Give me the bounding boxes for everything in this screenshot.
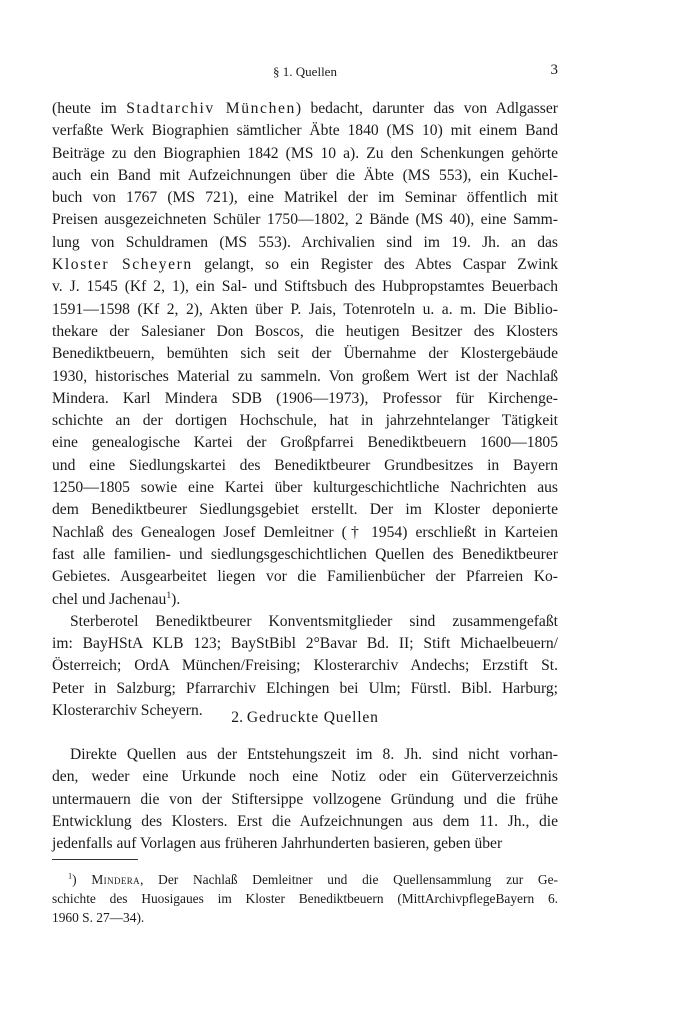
text-run: v. J. 1545 (Kf 2, 1), ein Sal- und Stiftsbuch des Hubpropstamtes Beuerbach: [52, 278, 558, 296]
text-run: , Der Nachlaß Demleitner und die Quellensammlung zur Ge-: [140, 872, 559, 887]
footnote-divider: [52, 859, 138, 860]
text-run: eine genealogische Kartei der Großpfarrei Benediktbeuern 1600—1805: [52, 434, 558, 452]
text-line: [52, 366, 558, 388]
text-run: chel und Jachenau: [52, 590, 167, 608]
paragraph-archival-holdings: [52, 98, 558, 611]
text-line: [52, 811, 558, 833]
text-line: [52, 410, 558, 432]
text-line: [52, 522, 558, 544]
text-line: [52, 678, 558, 700]
text-run: Sterberotel Benediktbeurer Konventsmitglieder sind zusammengefaßt: [70, 612, 558, 630]
text-run: 1930, historisches Material zu sammeln. Von großem Wert ist der Nachlaß: [52, 367, 558, 385]
text-run: (heute im: [52, 100, 127, 117]
text-run: dem Benediktbeurer Siedlungsgebiet erstellt. Der im Kloster deponierte: [52, 501, 558, 519]
text-run: jedenfalls auf Vorlagen aus früheren Jahrhunderten basieren, geben über: [52, 835, 503, 853]
footnote-marker: 1: [68, 871, 73, 881]
text-line: [52, 589, 558, 611]
text-line: [52, 744, 558, 766]
text-run: Klosterarchiv Scheyern.: [52, 702, 203, 720]
section-heading: [52, 707, 558, 729]
text-run: Österreich; OrdA München/Freising; Klosterarchiv Andechs; Erzstift St.: [52, 657, 558, 675]
text-run: den, weder eine Urkunde noch eine Notiz oder ein Güterverzeichnis: [52, 768, 558, 786]
text-line: [52, 165, 558, 187]
text-run: fast alle familien- und siedlungsgeschichtlichen Quellen des Benediktbeurer: [52, 545, 558, 563]
text-line: [52, 789, 558, 811]
author-name: Mindera: [91, 872, 141, 887]
text-line: [52, 187, 558, 209]
text-line: [52, 388, 558, 410]
text-run: Benediktbeuern, bemühten sich seit der Übernahme der Klostergebäude: [52, 345, 558, 363]
text-run: Nachlaß des Genealogen Josef Demleitner († 1954) erschließt in Karteien: [52, 523, 558, 541]
text-line: [52, 299, 558, 321]
text-line: [52, 499, 558, 521]
body-text: [52, 98, 558, 722]
text-run: 1591—1598 (Kf 2, 2), Akten über P. Jais, Totenroteln u. a. m. Die Biblio-: [52, 300, 558, 318]
text-run: ) bedacht, darunter das von Adlgasser: [295, 100, 558, 117]
text-run: 1250—1805 sowie eine Kartei über kulturgeschichtliche Nachrichten aus: [52, 479, 558, 497]
text-run: Stadtarchiv München: [126, 100, 296, 117]
text-run: Preisen ausgezeichneten Schüler 1750—1802, 2 Bände (MS 40), eine Samm-: [52, 211, 558, 229]
text-run: Kloster Scheyern: [52, 256, 193, 274]
text-line: [52, 544, 558, 566]
text-run: 1960 S. 27—34).: [52, 910, 145, 925]
text-line: [52, 566, 558, 588]
text-line: [52, 633, 558, 655]
text-run: verfaßte Werk Biographien sämtlicher Äbte 1840 (MS 10) mit einem Band: [52, 122, 558, 140]
text-run: Gebietes. Ausgearbeitet liegen vor die Familienbücher der Pfarreien Ko-: [52, 568, 558, 586]
text-line: [52, 432, 558, 454]
text-line: [52, 343, 558, 365]
text-run: thekare der Salesianer Don Boscos, die heutigen Besitzer des Klosters: [52, 322, 558, 340]
footnote-line: [52, 889, 558, 908]
running-head-title: § 1. Quellen: [273, 64, 337, 79]
section-number: 2.: [231, 709, 243, 726]
text-run: lung von Schuldramen (MS 553). Archivalien sind im 19. Jh. an das: [52, 233, 558, 251]
text-line: [52, 254, 558, 276]
text-line: [52, 766, 558, 788]
text-line: [52, 321, 558, 343]
text-run: schichte an der dortigen Hochschule, hat in jahrzehntelanger Tätigkeit: [52, 412, 558, 430]
text-run: buch von 1767 (MS 721), eine Matrikel der im Seminar öffentlich mit: [52, 189, 558, 207]
text-run: schichte des Huosigaues im Kloster Benediktbeuern (MittArchivpflegeBayern 6.: [52, 891, 558, 906]
text-run: untermauern die von der Stiftersippe vollzogene Gründung und die frühe: [52, 790, 558, 808]
text-run: Beiträge zu den Biographien 1842 (MS 10 a). Zu den Schenkungen gehörte: [52, 144, 558, 162]
text-line: [52, 276, 558, 298]
text-line: [52, 655, 558, 677]
footnote-line: [52, 870, 558, 889]
text-line: [52, 833, 558, 855]
footnote-marker: 1: [166, 589, 172, 601]
text-line: [52, 611, 558, 633]
text-run: Mindera. Karl Mindera SDB (1906—1973), Professor für Kirchenge-: [52, 389, 558, 407]
text-line: [52, 98, 558, 120]
text-line: [52, 477, 558, 499]
section-title: Gedruckte Quellen: [246, 709, 379, 726]
text-run: im: BayHStA KLB 123; BayStBibl 2°Bavar Bd. II; Stift Michaelbeuern/: [52, 635, 558, 653]
text-line: [52, 455, 558, 477]
footnote-line: [52, 908, 558, 927]
text-run: gelangt, so ein Register des Abtes Caspar Zwink: [192, 256, 558, 274]
section-paragraph: [52, 744, 558, 855]
text-line: [52, 120, 558, 142]
text-run: Direkte Quellen aus der Entstehungszeit im 8. Jh. sind nicht vorhan-: [70, 746, 558, 763]
text-line: [52, 143, 558, 165]
text-run: auch ein Band mit Aufzeichnungen über die Äbte (MS 553), ein Kuchel-: [52, 166, 558, 184]
footnotes: [52, 870, 558, 927]
page-number: 3: [550, 62, 558, 78]
text-run: und eine Siedlungskartei des Benediktbeurer Grundbesitzes in Bayern: [52, 456, 558, 474]
text-line: [52, 209, 558, 231]
running-head: [52, 62, 558, 82]
text-run: ): [72, 872, 92, 887]
paragraph-death-rolls: [52, 611, 558, 722]
text-run: ).: [171, 590, 181, 608]
text-run: Peter in Salzburg; Pfarrarchiv Elchingen bei Ulm; Fürstl. Bibl. Harburg;: [52, 679, 558, 697]
text-run: Entwicklung des Klosters. Erst die Aufzeichnungen aus dem 11. Jh., die: [52, 812, 558, 830]
text-line: [52, 232, 558, 254]
